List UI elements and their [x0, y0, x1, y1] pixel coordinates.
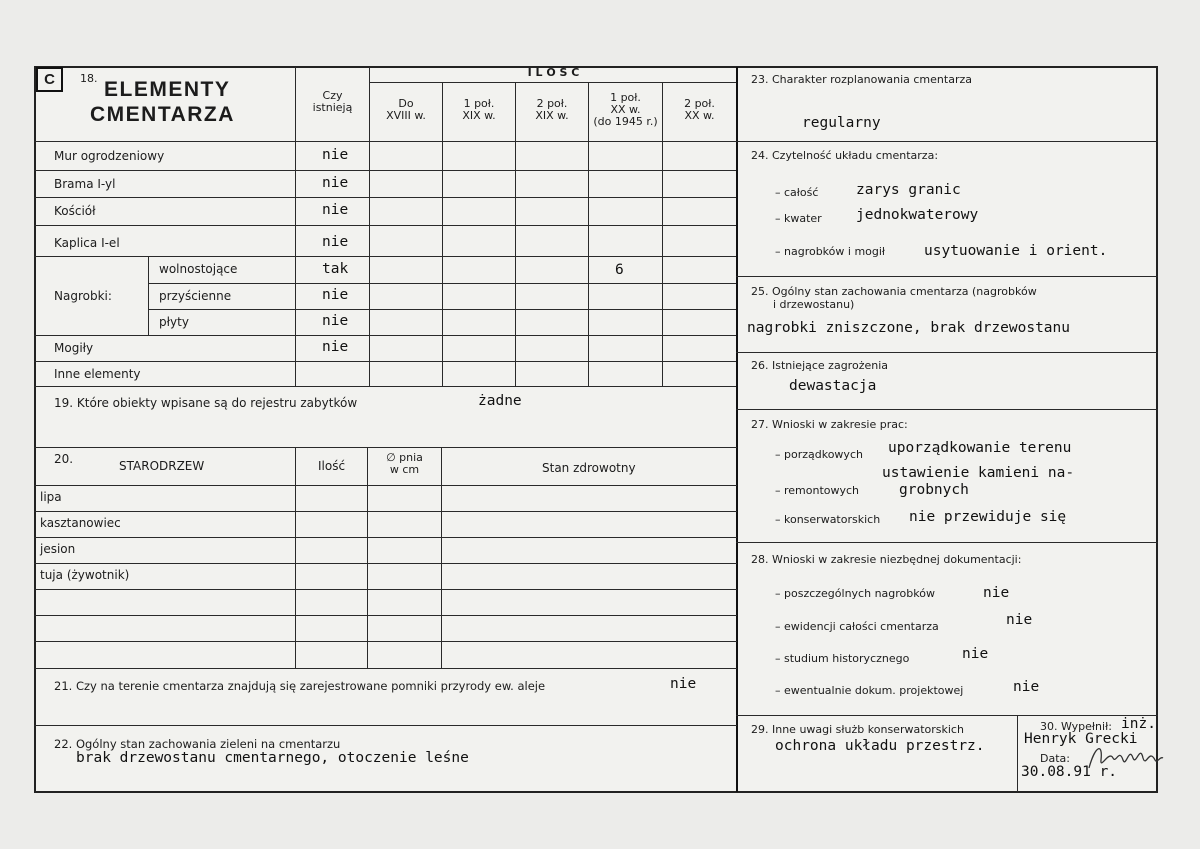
- field-27-item-value: ustawienie kamieni na-: [882, 465, 1075, 481]
- grid-line: [34, 170, 737, 171]
- exists-value: nie: [322, 147, 349, 163]
- grid-line: [34, 537, 737, 538]
- field-24-item-value: usytuowanie i orient.: [924, 243, 1108, 259]
- field-19-label: 19. Które obiekty wpisane są do rejestru zabytków: [54, 396, 358, 410]
- grid-line: [34, 615, 737, 616]
- field-27-item-value: uporządkowanie terenu: [888, 440, 1072, 456]
- grid-line: [34, 668, 737, 669]
- field-25-label: i drzewostanu): [773, 298, 855, 311]
- column-header-count: Ilość: [318, 459, 346, 473]
- grid-line: [1017, 715, 1018, 792]
- exists-value: nie: [322, 313, 349, 329]
- grid-line: [736, 141, 1158, 142]
- field-24-item-label: – kwater: [775, 212, 822, 225]
- exists-value: nie: [322, 287, 349, 303]
- field-27-item-value: nie przewiduje się: [909, 509, 1067, 525]
- tree-name: lipa: [40, 490, 62, 504]
- field-24-item-label: – nagrobków i mogił: [775, 245, 886, 258]
- row-label: Inne elementy: [54, 367, 141, 381]
- field-30-author-title: inż.: [1121, 716, 1156, 732]
- field-24-item-value: jednokwaterowy: [856, 207, 979, 223]
- grid-line: [34, 725, 737, 726]
- section-number: 18.: [80, 72, 98, 85]
- field-28-item-value: nie: [983, 585, 1010, 601]
- field-28-label: 28. Wnioski w zakresie niezbędnej dokumentacji:: [751, 553, 1022, 566]
- period-header: 2 poł. XX w.: [684, 97, 715, 122]
- section-title: CMENTARZA: [90, 103, 235, 126]
- grid-line: [34, 256, 737, 257]
- grid-line: [515, 82, 516, 386]
- section-title: ELEMENTY: [104, 78, 231, 101]
- grid-line: [736, 276, 1158, 277]
- grid-line: [34, 225, 737, 226]
- row-label: Brama I-yl: [54, 177, 116, 191]
- tree-name: kasztanowiec: [40, 516, 121, 530]
- grid-line: [34, 589, 737, 590]
- section-title: STARODRZEW: [119, 459, 205, 473]
- grid-line: [736, 409, 1158, 410]
- grid-line: [34, 361, 737, 362]
- period-header: 2 poł. XIX w.: [535, 97, 569, 122]
- exists-value: nie: [322, 234, 349, 250]
- column-header-health: Stan zdrowotny: [542, 461, 636, 475]
- row-label: Mogiły: [54, 341, 94, 355]
- field-28-item-label: – studium historycznego: [775, 652, 910, 665]
- grid-line: [736, 542, 1158, 543]
- grid-line: [736, 67, 738, 792]
- row-label: Kościół: [54, 204, 96, 218]
- section-letter-box: C: [36, 67, 63, 92]
- tree-name: tuja (żywotnik): [40, 568, 130, 582]
- grid-line: [34, 447, 737, 448]
- field-27-item-label: – remontowych: [775, 484, 860, 497]
- grid-line: [34, 563, 737, 564]
- grid-line: [148, 256, 149, 335]
- field-21-label: 21. Czy na terenie cmentarza znajdują się zarejestrowane pomniki przyrody ew. aleje: [54, 679, 546, 693]
- grid-line: [442, 82, 443, 386]
- field-28-item-label: – ewidencji całości cmentarza: [775, 620, 939, 633]
- field-22-label: 22. Ogólny stan zachowania zieleni na cmentarzu: [54, 737, 341, 751]
- grid-line: [34, 485, 737, 486]
- row-label: przyścienne: [159, 289, 232, 303]
- field-28-item-value: nie: [1013, 679, 1040, 695]
- field-25-value: nagrobki zniszczone, brak drzewostanu: [747, 320, 1071, 336]
- field-29-value: ochrona układu przestrz.: [775, 738, 985, 754]
- field-24-item-label: – całość: [775, 186, 819, 199]
- count-value: 6: [615, 262, 624, 278]
- grid-line: [295, 67, 296, 386]
- field-27-label: 27. Wnioski w zakresie prac:: [751, 418, 908, 431]
- exists-value: tak: [322, 261, 349, 277]
- grid-line: [369, 82, 737, 83]
- signature-image: [1085, 738, 1165, 778]
- field-24-label: 24. Czytelność układu cmentarza:: [751, 149, 939, 162]
- field-28-item-label: – poszczególnych nagrobków: [775, 587, 935, 600]
- field-27-item-label: – konserwatorskich: [775, 513, 881, 526]
- column-header-quantity: I L O Ś Ć: [527, 66, 580, 79]
- row-label: płyty: [159, 315, 189, 329]
- field-30-label: 30. Wypełnił:: [1040, 720, 1112, 733]
- field-28-item-value: nie: [962, 646, 989, 662]
- grid-line: [34, 141, 737, 142]
- tree-name: jesion: [40, 542, 76, 556]
- field-23-label: 23. Charakter rozplanowania cmentarza: [751, 73, 972, 86]
- grid-line: [736, 352, 1158, 353]
- grid-line: [736, 715, 1158, 716]
- column-header-diameter: ∅ pnia w cm: [386, 451, 423, 476]
- field-27-item-label: – porządkowych: [775, 448, 863, 461]
- column-header-exists: Czy istnieją: [312, 89, 353, 114]
- period-header: Do XVIII w.: [386, 97, 426, 122]
- field-29-label: 29. Inne uwagi służb konserwatorskich: [751, 723, 964, 736]
- field-27-item-value: grobnych: [899, 482, 969, 498]
- row-label: Mur ogrodzeniowy: [54, 149, 165, 163]
- grid-line: [295, 447, 296, 668]
- section-number: 20.: [54, 452, 74, 466]
- grid-line: [34, 386, 737, 387]
- grid-line: [34, 641, 737, 642]
- field-28-item-value: nie: [1006, 612, 1033, 628]
- field-22-value: brak drzewostanu cmentarnego, otoczenie leśne: [76, 750, 469, 766]
- grid-line: [367, 447, 368, 668]
- field-25-label: 25. Ogólny stan zachowania cmentarza (nagrobków: [751, 285, 1037, 298]
- exists-value: nie: [322, 339, 349, 355]
- field-26-value: dewastacja: [789, 378, 877, 394]
- exists-value: nie: [322, 202, 349, 218]
- row-group-label: Nagrobki:: [54, 289, 112, 303]
- field-30-date-label: Data:: [1040, 752, 1070, 765]
- row-label: Kaplica I-el: [54, 236, 120, 250]
- exists-value: nie: [322, 175, 349, 191]
- field-21-value: nie: [670, 676, 697, 692]
- period-header: 1 poł. XX w. (do 1945 r.): [593, 91, 658, 128]
- field-19-value: żadne: [478, 393, 522, 409]
- row-label: wolnostojące: [159, 262, 238, 276]
- grid-line: [34, 197, 737, 198]
- field-24-item-value: zarys granic: [856, 182, 961, 198]
- field-28-item-label: – ewentualnie dokum. projektowej: [775, 684, 964, 697]
- field-30-date: 30.08.91 r.: [1021, 764, 1118, 780]
- field-30-author: Henryk Grecki: [1024, 731, 1138, 747]
- field-26-label: 26. Istniejące zagrożenia: [751, 359, 889, 372]
- period-header: 1 poł. XIX w.: [462, 97, 496, 122]
- grid-line: [441, 447, 442, 668]
- field-23-value: regularny: [802, 115, 881, 131]
- grid-line: [34, 511, 737, 512]
- grid-line: [662, 82, 663, 386]
- grid-line: [34, 335, 737, 336]
